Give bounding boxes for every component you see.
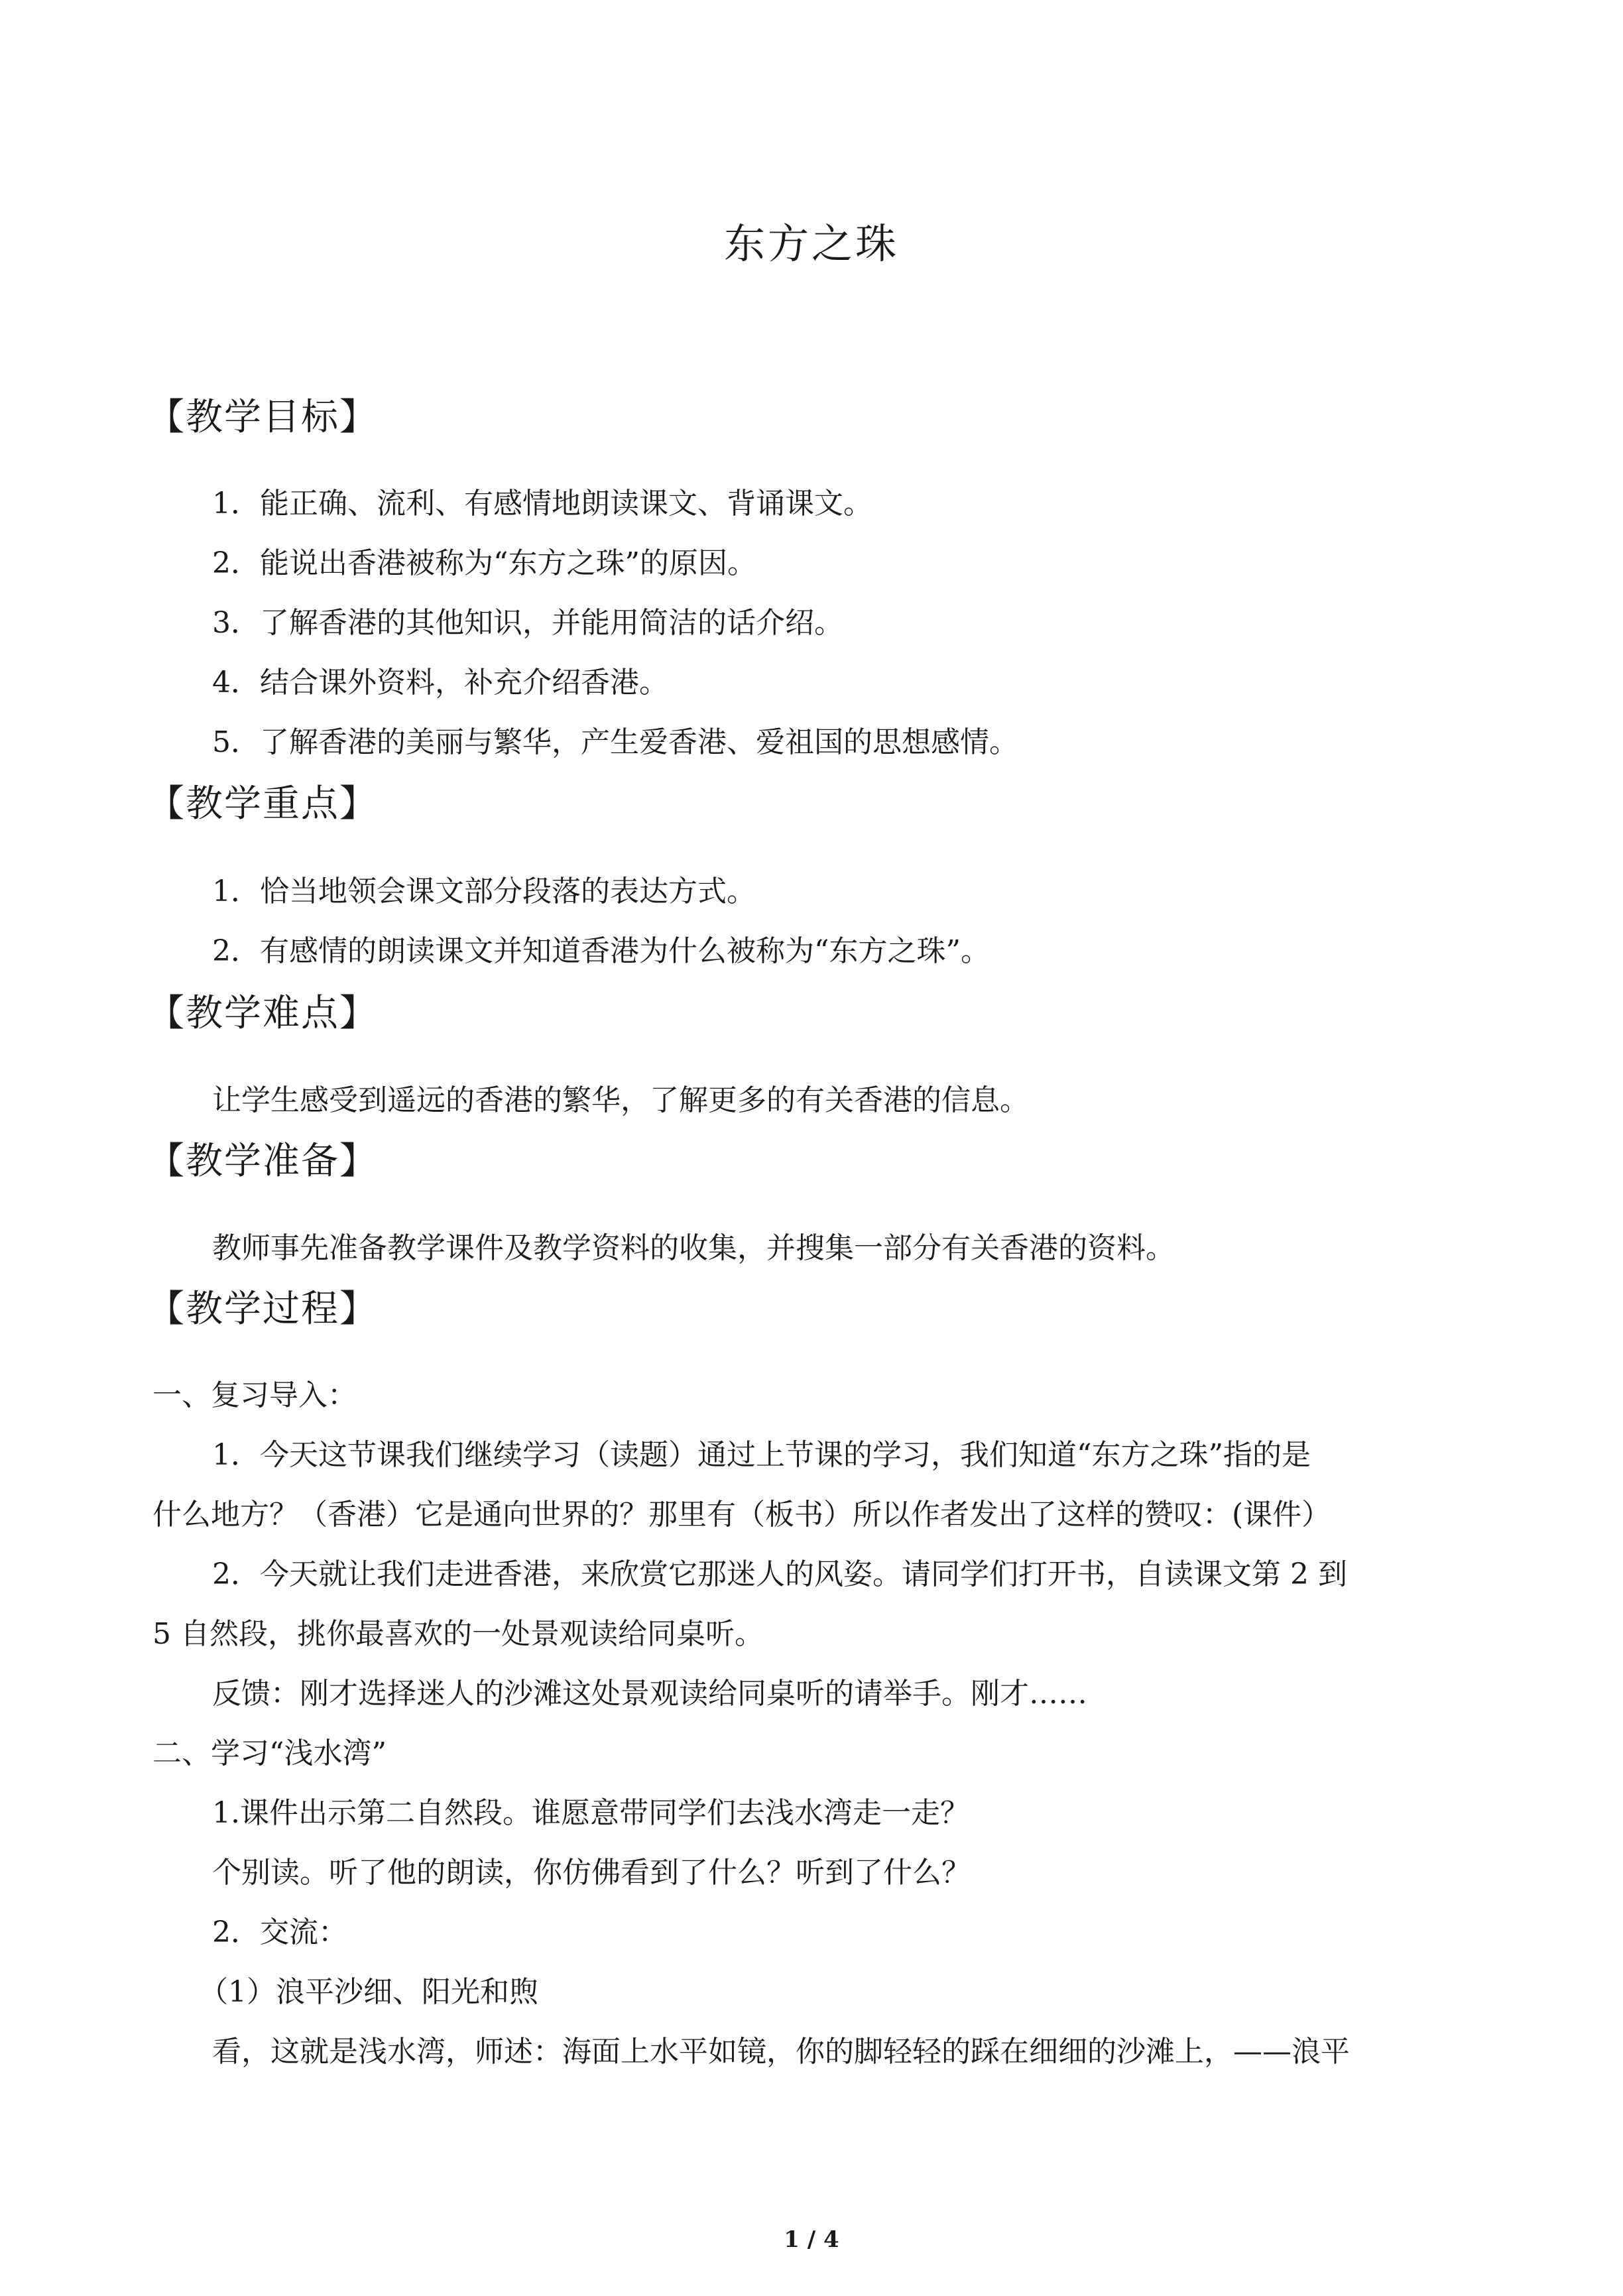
objective-item: 2．能说出香港被称为“东方之珠”的原因。 — [212, 546, 756, 580]
process-part-title: 一、复习导入： — [152, 1378, 357, 1412]
process-step: 个别读。听了他的朗读，你仿佛看到了什么？听到了什么？ — [212, 1856, 971, 1890]
section-heading-key-points: 【教学重点】 — [147, 782, 378, 825]
process-paragraph-line: 2．今天就让我们走进香港，来欣赏它那迷人的风姿。请同学们打开书，自读课文第 2 到 — [212, 1557, 1347, 1591]
process-paragraph-line: 5 自然段，挑你最喜欢的一处景观读给同桌听。 — [152, 1617, 764, 1651]
difficulty-text: 让学生感受到遥远的香港的繁华，了解更多的有关香港的信息。 — [212, 1083, 1029, 1117]
section-heading-objectives: 【教学目标】 — [147, 396, 378, 439]
process-paragraph-line: 1．今天这节课我们继续学习（读题）通过上节课的学习，我们知道“东方之珠”指的是 — [212, 1438, 1311, 1472]
section-heading-difficulties: 【教学难点】 — [147, 992, 378, 1035]
page-indicator: 1 / 4 — [784, 2226, 839, 2253]
objective-item: 5．了解香港的美丽与繁华，产生爱香港、爱祖国的思想感情。 — [212, 725, 1018, 759]
process-part-title: 二、学习“浅水湾” — [152, 1736, 387, 1770]
process-paragraph-line: 什么地方？（香港）它是通向世界的？那里有（板书）所以作者发出了这样的赞叹：(课件） — [152, 1498, 1331, 1532]
process-feedback: 反馈：刚才选择迷人的沙滩这处景观读给同桌听的请举手。刚才…… — [212, 1677, 1087, 1711]
objective-item: 4．结合课外资料，补充介绍香港。 — [212, 666, 668, 699]
section-heading-process: 【教学过程】 — [147, 1288, 378, 1331]
key-point-item: 2．有感情的朗读课文并知道香港为什么被称为“东方之珠”。 — [212, 934, 990, 968]
process-step: （1）浪平沙细、阳光和煦 — [199, 1975, 538, 2009]
document-title: 东方之珠 — [723, 219, 899, 268]
process-step: 2．交流： — [212, 1915, 347, 1949]
key-point-item: 1．恰当地领会课文部分段落的表达方式。 — [212, 875, 756, 908]
process-step: 1.课件出示第二自然段。谁愿意带同学们去浅水湾走一走？ — [212, 1796, 969, 1830]
process-step: 看，这就是浅水湾，师述：海面上水平如镜，你的脚轻轻的踩在细细的沙滩上，——浪平 — [212, 2035, 1350, 2069]
preparation-text: 教师事先准备教学课件及教学资料的收集，并搜集一部分有关香港的资料。 — [212, 1231, 1175, 1265]
objective-item: 1．能正确、流利、有感情地朗读课文、背诵课文。 — [212, 487, 872, 520]
objective-item: 3．了解香港的其他知识，并能用简洁的话介绍。 — [212, 606, 843, 640]
section-heading-preparation: 【教学准备】 — [147, 1140, 378, 1183]
